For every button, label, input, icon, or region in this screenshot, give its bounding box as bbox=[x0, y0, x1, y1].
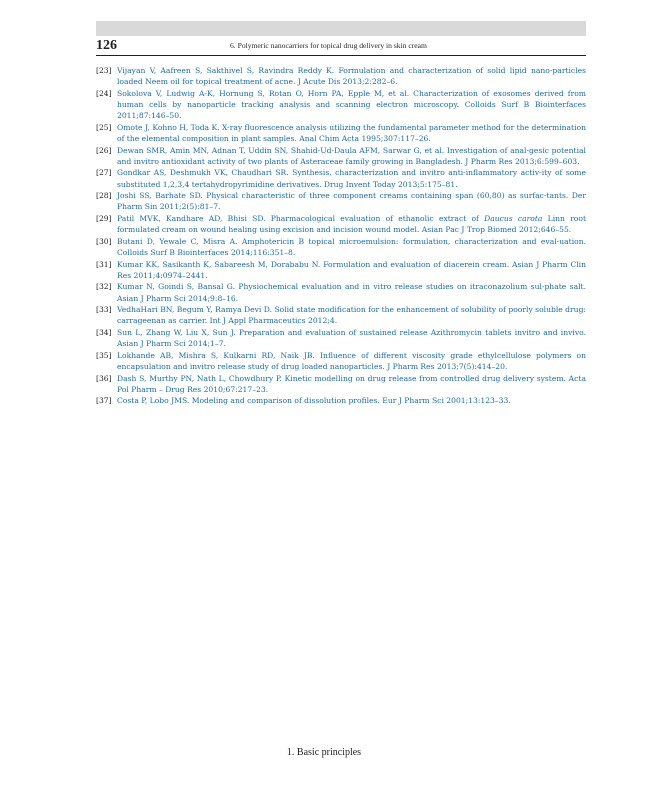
reference-number: [29] bbox=[96, 213, 112, 223]
reference-text bbox=[117, 213, 586, 235]
footer-section-label: 1. Basic principles bbox=[286, 747, 362, 758]
reference-text: Gondkar AS, Deshmukh VK, Chaudhari SR. Synthesis, characterization and invitro anti-inflammatory activ-ity of some substituted 1,2,3,4 tertahydropyrimidine derivatives. Drug Invent Today 2013;5:175–81. bbox=[117, 168, 586, 189]
reference-text: Lokhande AB, Mishra S, Kulkarni RD, Naik JB. Influence of different viscosity grade ethylcellulose polymers on encapsulation and invitro release study of drug loaded nanoparticles. J Pharm Res 2013;7(5):414–20. bbox=[117, 350, 586, 371]
reference-number: [30] bbox=[96, 236, 112, 246]
reference-28[interactable] bbox=[96, 190, 586, 212]
reference-number: [33] bbox=[96, 305, 112, 315]
reference-number: [31] bbox=[96, 259, 112, 269]
reference-number: [28] bbox=[96, 191, 112, 201]
reference-text: Kumar KK, Sasikanth K, Sabareesh M, Dorababu N. Formulation and evaluation of diacerein cream. Asian J Pharm Clin Res 2011;4:0974–2441. bbox=[117, 259, 586, 280]
reference-36[interactable] bbox=[96, 373, 586, 395]
reference-number: [32] bbox=[96, 282, 112, 292]
header-bar bbox=[96, 21, 586, 36]
reference-text-start: Patil MVK, Kandhare AD, Bhisi SD. Pharmacological evaluation of ethanolic extract of bbox=[117, 213, 485, 223]
reference-text-end: Linn root formulated cream on wound healing using excision and incision wound model. Asian Pac J Trop Biomed 2012;646–55. bbox=[117, 213, 586, 235]
species-name-italic: Daucus carota bbox=[484, 213, 543, 223]
reference-26[interactable] bbox=[96, 145, 586, 167]
reference-number: [25] bbox=[96, 122, 112, 132]
reference-25[interactable] bbox=[96, 122, 586, 144]
reference-text: Kumar N, Goindi S, Bansal G. Physiochemical evaluation and in vitro release studies on itraconazolium sul-phate salt. Asian J Pharm Sci 2014;9:8–16. bbox=[117, 282, 586, 303]
reference-24[interactable] bbox=[96, 88, 586, 122]
header-rule bbox=[96, 55, 586, 56]
reference-37[interactable] bbox=[96, 395, 586, 406]
reference-text: VedhaHari BN, Begum Y, Ramya Devi D. Solid state modification for the enhancement of solubility of poorly soluble drug: carrageenan as carrier. Int J Appl Pharmaceutics 2012;4. bbox=[117, 305, 586, 326]
reference-text: Omote J, Kohno H, Toda K. X-ray fluorescence analysis utilizing the fundamental parameter method for the determination of the elemental composition in plant samples. Anal Chim Acta 1995;307:117–26. bbox=[117, 122, 586, 143]
reference-text: Sun L, Zhang W, Liu X, Sun J. Preparation and evaluation of sustained release Azithromycin tablets invitro and invivo. Asian J Pharm Sci 2014;1–7. bbox=[117, 327, 586, 349]
reference-31[interactable] bbox=[96, 259, 586, 281]
reference-33[interactable] bbox=[96, 304, 586, 326]
reference-32[interactable] bbox=[96, 281, 586, 303]
reference-text: Costa P, Lobo JMS. Modeling and comparison of dissolution profiles. Eur J Pharm Sci 2001;13:123–33. bbox=[117, 396, 511, 406]
reference-number: [34] bbox=[96, 327, 112, 337]
reference-number: [26] bbox=[96, 145, 112, 155]
reference-number: [35] bbox=[96, 350, 112, 360]
running-title: 6. Polymeric nanocarriers for topical drug delivery in skin cream bbox=[230, 41, 427, 50]
reference-30[interactable] bbox=[96, 236, 586, 258]
reference-text: Dewan SMR, Amin MN, Adnan T, Uddin SN, Shahid-Ud-Daula AFM, Sarwar G, et al. Investigation of anal-gesic potential and invitro antioxidant activity of two plants of Asteraceae family growing in Bangladesh. J Pharm Res 2013;6:599–603. bbox=[117, 145, 586, 166]
reference-text: Vijayan V, Aafreen S, Sakthivel S, Ravindra Reddy K. Formulation and characterization of solid lipid nano-particles loaded Neem oil for topical treatment of acne. J Acute Dis 2013;2:282–6. bbox=[117, 66, 586, 87]
reference-text: Dash S, Murthy PN, Nath L, Chowdhury P. Kinetic modelling on drug release from controlled drug delivery system. Acta Pol Pharm – Drug Res 2010;67:217–23. bbox=[117, 373, 586, 394]
reference-23[interactable] bbox=[96, 65, 586, 87]
reference-text: Sokolova V, Ludwig A-K, Hornung S, Rotan O, Horn PA, Epple M, et al. Characterization of exosomes derived from human cells by nanoparticle tracking analysis and scanning electron microscopy. Colloids Surf B Biointerfaces 2011;87:146–50. bbox=[117, 88, 586, 121]
reference-text: Joshi SS, Barhate SD. Physical characteristic of three component creams containing span (60,80) as surfac-tants. Der Pharm Sin 2011;2(5):81–7. bbox=[117, 191, 586, 212]
page-number: 126 bbox=[96, 38, 117, 53]
reference-number: [36] bbox=[96, 373, 112, 383]
reference-number: [27] bbox=[96, 168, 112, 178]
reference-27[interactable] bbox=[96, 167, 586, 189]
reference-number: [24] bbox=[96, 88, 112, 98]
reference-number: [23] bbox=[96, 66, 112, 75]
reference-number: [37] bbox=[96, 396, 112, 406]
reference-list bbox=[96, 65, 586, 407]
reference-29[interactable] bbox=[96, 213, 586, 235]
reference-text: Butani D, Yewale C, Misra A. Amphotericin B topical microemulsion: formulation, characterization and eval-uation. Colloids Surf B Biointerfaces 2014;116:351–8. bbox=[117, 236, 586, 257]
reference-34[interactable] bbox=[96, 327, 586, 349]
reference-35[interactable] bbox=[96, 350, 586, 372]
